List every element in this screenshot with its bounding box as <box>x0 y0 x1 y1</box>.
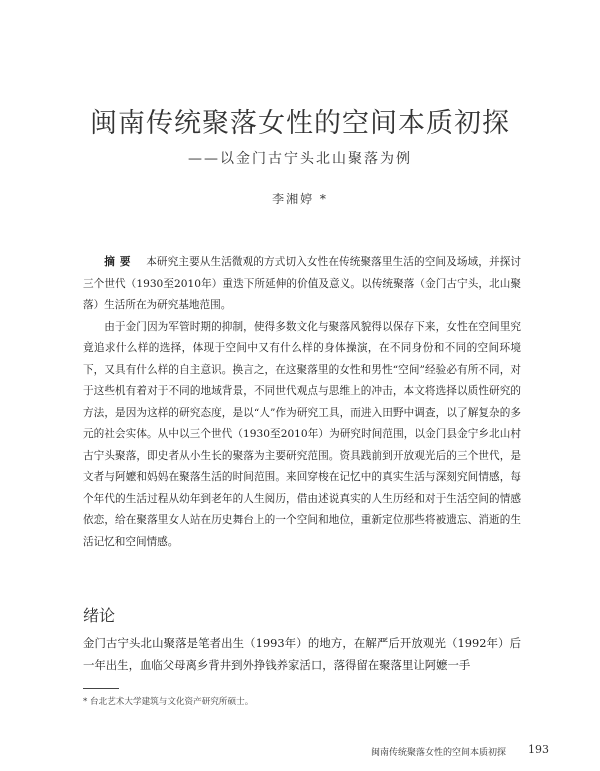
author-name: 李湘婷 * <box>272 192 328 206</box>
body-paragraph: 金门古宁头北山聚落是笔者出生（1993年）的地方，在解严后开放观光（1992年）后一年出生，血临父母离乡背井到外挣钱养家活口，落得留在聚落里让阿嬷一手 <box>83 636 521 672</box>
footnote: * 台北艺术大学建筑与文化资产研究所硕士。 <box>83 697 254 707</box>
running-footer: 闽南传统聚落女性的空间本质初探 <box>370 748 506 758</box>
abstract <box>83 252 521 553</box>
abstract-paragraph-text: 本研究主要从生活微观的方式切入女性在传统聚落里生活的空间及场域，并探讨三个世代（1930至2010年）重迭下所延伸的价值及意义。以传统聚落（金门古宁头，北山聚落）生活所在为研究基地范围。 <box>83 256 522 311</box>
section-heading: 绪论 <box>83 606 116 625</box>
paper-subtitle: ——以金门古宁头北山聚落为例 <box>188 151 412 167</box>
abstract-paragraph: 由于金门因为军管时期的抑制，使得多数文化与聚落风貌得以保存下来，女性在空间里究竟追求什么样的选择，体现于空间中又有什么样的身体操演，在不同身份和不同的空间环境下，又具有什么样的自主意识。换言之，在这聚落里的女性和男性“空间”经验必有所不同，对于这些机有着对于不同的地域背景，不同世代观点与思维上的冲击，本文将选择以质性研究的方法，是因为这样的研究态度，是以“人”作为研究工具，而进入田野中调查，以了解复杂的多元的社会实体。从中以三个世代（1930至2010年）为研究时间范围，以金门县金宁乡北山村古宁头聚落，即史者从小生长的聚落为主要研究范围。资具践前到开放观光后的三个世代，是文者与阿嬷和妈妈在聚落生活的时间范围。来回穿梭在记忆中的真实生活与深刻究间情感，每个年代的生活过程从幼年到老年的人生阅历，借由述说真实的人生历经和对于生活空间的情感依恋，给在聚落里女人站在历史舞台上的一个空间和地位，重新定位那些将被遗忘、消逝的生活记忆和空间情感。 <box>83 320 521 548</box>
footnote-divider <box>83 688 119 689</box>
abstract-label: 摘要 <box>104 256 136 268</box>
page-number: 193 <box>528 743 549 756</box>
paper-title: 闽南传统聚落女性的空间本质初探 <box>90 108 510 139</box>
abstract-paragraph <box>83 252 521 317</box>
